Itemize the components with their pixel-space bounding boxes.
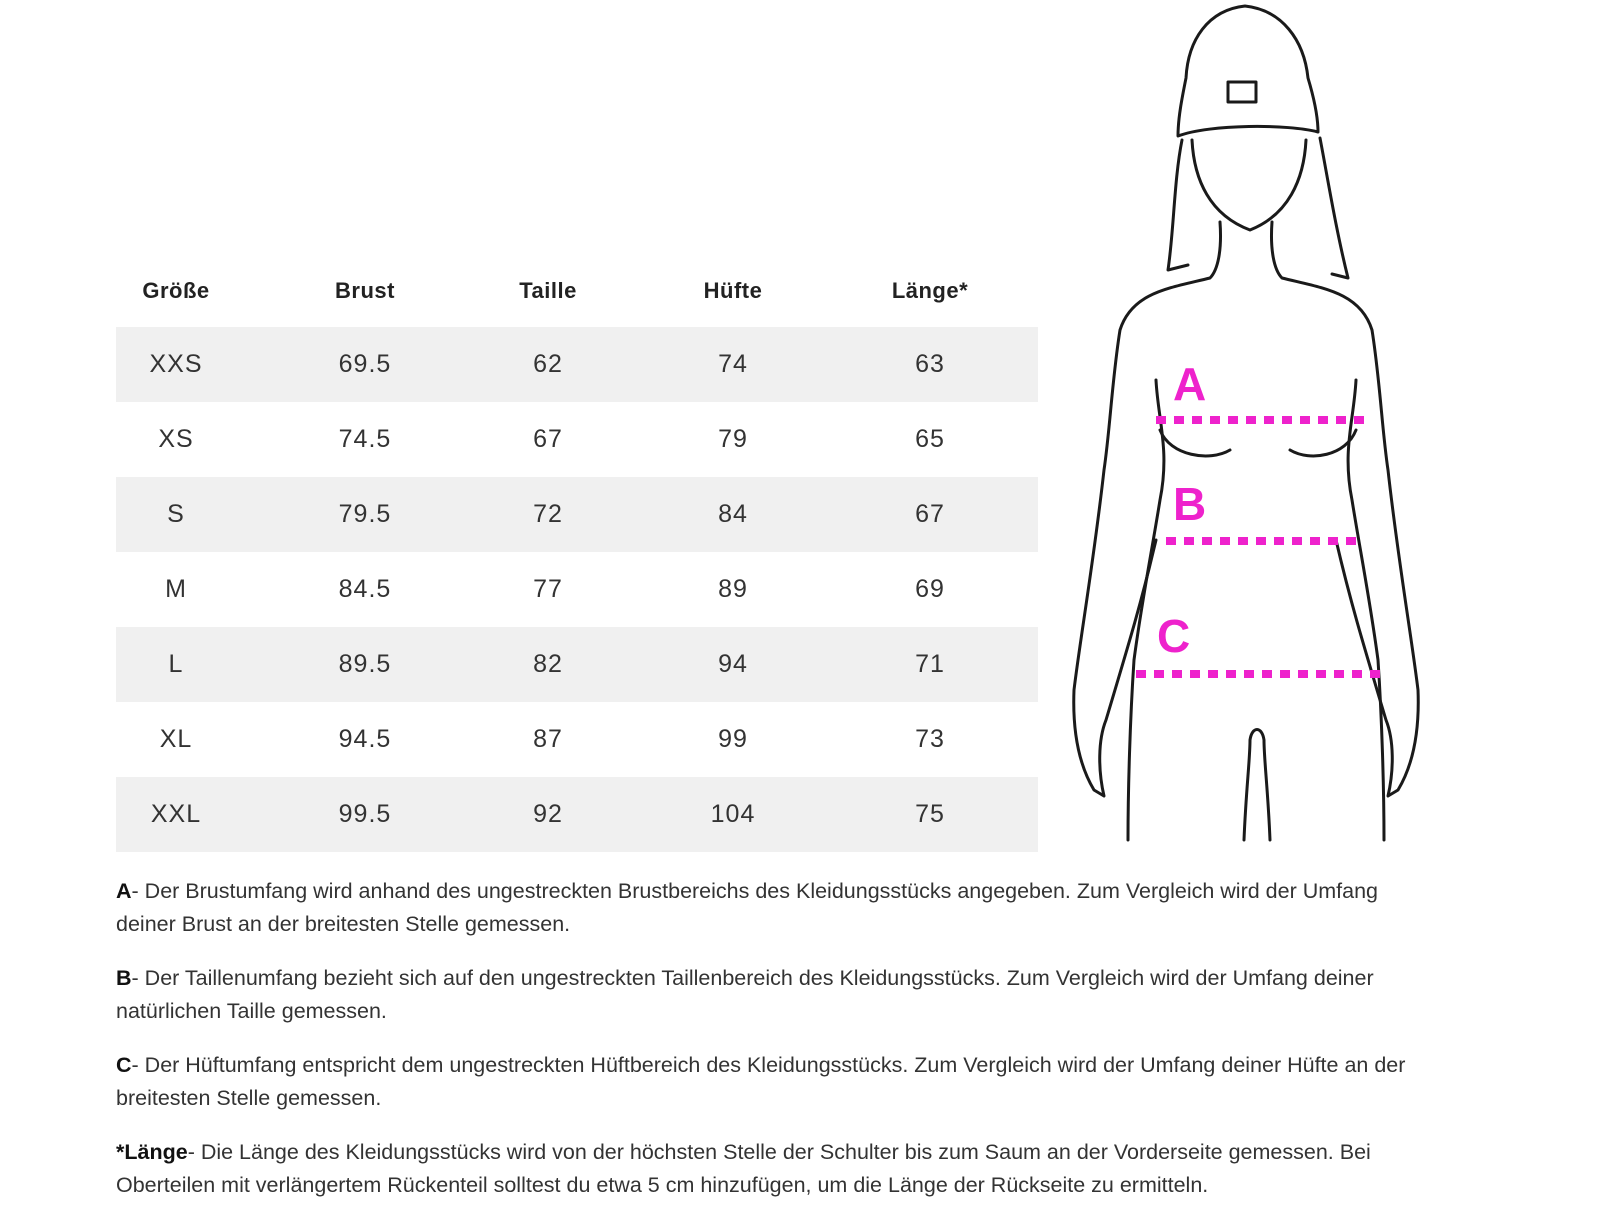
cell-chest: 69.5: [338, 350, 392, 378]
cell-waist: 62: [533, 350, 563, 378]
header-waist: Taille: [519, 278, 577, 303]
body-measurement-figure: [1060, 0, 1520, 860]
cell-hip: 84: [718, 500, 748, 528]
note-key: B: [116, 966, 132, 990]
beanie-label-icon: [1228, 82, 1256, 102]
cell-size: XXS: [149, 350, 203, 378]
cell-waist: 67: [533, 425, 563, 453]
cell-waist: 72: [533, 500, 563, 528]
cell-waist: 87: [533, 725, 563, 753]
cell-length: 73: [915, 725, 945, 753]
cell-size: L: [168, 650, 184, 678]
table-row: [116, 627, 1038, 702]
cell-size: S: [167, 500, 185, 528]
table-row: [116, 402, 1038, 477]
table-row: [116, 552, 1038, 627]
cell-chest: 74.5: [338, 425, 392, 453]
cell-hip: 74: [718, 350, 748, 378]
header-length: Länge*: [891, 278, 969, 303]
cell-length: 69: [915, 575, 945, 603]
note-text: - Der Taillenumfang bezieht sich auf den ungestreckten Taillenbereich des Kleidungsstücks. Zum Vergleich wird der Umfang deiner natürlichen Taille gemessen.: [116, 966, 1374, 1023]
table-row: [116, 702, 1038, 777]
cell-length: 71: [915, 650, 945, 678]
cell-size: XL: [159, 725, 193, 753]
cell-length: 67: [915, 500, 945, 528]
beanie-icon: [1178, 6, 1318, 136]
cell-waist: 82: [533, 650, 563, 678]
cell-length: 65: [915, 425, 945, 453]
note-key: A: [116, 879, 132, 903]
hair-icon: [1168, 140, 1188, 270]
label-c: C: [1157, 610, 1191, 662]
cell-size: M: [165, 575, 187, 603]
cell-chest: 79.5: [338, 500, 392, 528]
cell-hip: 79: [718, 425, 748, 453]
cell-waist: 92: [533, 800, 563, 828]
table-row: [116, 477, 1038, 552]
leg-gap: [1244, 730, 1270, 841]
note-paragraph: [116, 875, 1436, 941]
label-b: B: [1173, 478, 1207, 530]
cell-hip: 104: [710, 800, 756, 828]
chest-curve: [1160, 430, 1230, 456]
note-key: C: [116, 1053, 132, 1077]
table-body: [116, 327, 1038, 852]
header-chest: Brust: [335, 278, 395, 303]
cell-waist: 77: [533, 575, 563, 603]
table-row: [116, 777, 1038, 852]
face-icon: [1192, 140, 1306, 230]
header-size: Größe: [142, 278, 210, 303]
table-row: [116, 327, 1038, 402]
cell-chest: 94.5: [338, 725, 392, 753]
cell-hip: 94: [718, 650, 748, 678]
note-text: - Die Länge des Kleidungsstücks wird von der höchsten Stelle der Schulter bis zum Saum an der Vorderseite gemessen. Bei Oberteilen mit verlängertem Rückenteil solltest du etwa 5 cm hinzufügen, um die Länge der Rückseite zu ermitteln.: [116, 1140, 1371, 1197]
note-text: - Der Brustumfang wird anhand des ungestreckten Brustbereichs des Kleidungsstücks angegeben. Zum Vergleich wird der Umfang deiner Brust an der breitesten Stelle gemessen.: [116, 879, 1378, 936]
cell-length: 75: [915, 800, 945, 828]
cell-chest: 84.5: [338, 575, 392, 603]
cell-chest: 99.5: [338, 800, 392, 828]
note-text: - Der Hüftumfang entspricht dem ungestreckten Hüftbereich des Kleidungsstücks. Zum Vergleich wird der Umfang deiner Hüfte an der breitesten Stelle gemessen.: [116, 1053, 1406, 1110]
header-hip: Hüfte: [703, 278, 763, 303]
cell-length: 63: [915, 350, 945, 378]
cell-hip: 99: [718, 725, 748, 753]
note-paragraph: [116, 1049, 1436, 1115]
cell-chest: 89.5: [338, 650, 392, 678]
measurement-notes: [116, 875, 1436, 1223]
cell-hip: 89: [718, 575, 748, 603]
label-a: A: [1173, 358, 1207, 410]
size-table: [116, 255, 1038, 852]
note-paragraph: [116, 1136, 1436, 1202]
table-header: [116, 255, 1038, 327]
note-paragraph: [116, 962, 1436, 1028]
cell-size: XS: [158, 425, 194, 453]
note-key: *Länge: [116, 1140, 188, 1164]
cell-size: XXL: [150, 800, 202, 828]
